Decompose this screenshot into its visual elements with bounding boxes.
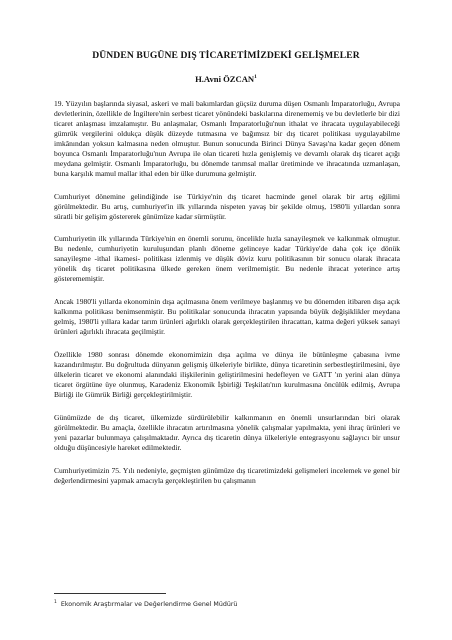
author-line: [40, 74, 412, 84]
footnote: [54, 601, 237, 609]
paragraph: Cumhuriyet dönemine gelindiğinde ise Türkiye'nin dış ticaret hacminde genel olarak bir artış eğilimi görülmektedir. Bu artış, cumhuriyet'in ilk yıllarında nispeten yavaş bir şekilde olmuş, 1980'li yıllardan sonra süratli bir gelişim göstererek günümüze kadar sürmüştür.: [54, 191, 400, 221]
paragraph: Günümüzde de dış ticaret, ülkemizde sürdürülebilir kalkınmanın en önemli unsurlarından biri olarak görülmektedir. Bu amaçla, özellikle ihracatın artırılmasına yönelik çalışmalar yapılmakta, yeni ihraç ürünleri ve yeni pazarlar bulunmaya çalışılmaktadır. Ayrıca dış ticaretin dünya ülkeleriyle entegrasyonu sağlayıcı bir unsur olduğu düşüncesiyle hareket edilmektedir.: [54, 412, 400, 452]
footnote-text: Ekonomik Araştırmalar ve Değerlendirme Genel Müdürü: [60, 601, 238, 608]
body-text: [54, 99, 400, 499]
author-name: H.Avni ÖZCAN: [195, 74, 255, 84]
paragraph: Ancak 1980'li yıllarda ekonominin dışa açılmasına önem verilmeye başlanmış ve bu dönemden itibaren dışa açık kalkınma politikası benimsenmiştir. Bu politikalar sonucunda ihracatın yapısında büyük değişiklikler meydana gelmiş, 1980'li yıllara kadar tarım ürünleri ağırlıklı olarak gerçekleştirilen ihracattan, katma değeri yüksek sanayi ürünleri ağırlıklı ihracata geçilmiştir.: [54, 297, 400, 337]
paragraph: 19. Yüzyılın başlarında siyasal, askeri ve mali bakımlardan güçsüz duruma düşen Osmanlı İmparatorluğu, Avrupa devletlerinin, özellikle de İngiltere'nin serbest ticaret yönündeki baskılarına direnememiş ve bu devletlerle bir dizi ticaret anlaşması imzalamıştır. Bu anlaşmalar, Osmanlı İmparatorluğu'nun ithalat ve ihracata uygulayabileceği gümrük vergilerini oldukça düşük düzeyde tutmasına ve bağımsız bir dış ticaret politikası uygulayabilme imkânından yoksun kalmasına neden olmuştur. Bunun sonucunda Birinci Dünya Savaşı'na kadar geçen dönem boyunca Osmanlı İmparatorluğu'nun Avrupa ile olan ticareti hızla genişlemiş ve devamlı olarak dış ticaret açığı meydana gelmiştir. Osmanlı İmparatorluğu, bu dönemde tarımsal mallar üretiminde ve ihracatında uzmanlaşan, buna karşılık mamul mallar ithal eden bir ülke durumuna gelmiştir.: [54, 99, 400, 178]
paragraph: Cumhuriyetimizin 75. Yılı nedeniyle, geçmişten günümüze dış ticaretimizdeki gelişmeleri incelemek ve genel bir değerlendirmesini yapmak amacıyla gerçekleştirilen bu çalışmanın: [54, 465, 400, 485]
paragraph: Cumhuriyetin ilk yıllarında Türkiye'nin en önemli sorunu, öncelikle hızla sanayileşmek ve kalkınmak olmuştur. Bu nedenle, cumhuriyetin kuruluşundan planlı döneme gelinceye kadar Türkiye'de daha çok içe dönük sanayileşme -ithal ikamesi- politikası izlenmiş ve düşük döviz kuru politikasının bir sonucu olarak ihracata yönelik dış ticaret politikasına ülkede gereken önem verilmemiştir. Bu nedenle ihracat yeterince artış gösterememiştir.: [54, 234, 400, 284]
footnote-mark: 1: [54, 599, 57, 605]
document-title: DÜNDEN BUGÜNE DIŞ TİCARETİMİZDEKİ GELİŞMELER: [92, 50, 360, 61]
author-footnote-mark: 1: [254, 74, 257, 81]
paragraph: Özellikle 1980 sonrası dönemde ekonomimizin dışa açılma ve dünya ile bütünleşme çabasına ivme kazandırılmıştır. Bu doğrultuda dünyanın gelişmiş ülkeleriyle birlikte, dünya ticaretinin serbestleştirilmesini, üye ülkelerin ticaret ve ekonomi alanındaki ilişkilerinin geliştirilmesini hedefleyen ve GATT 'ın yerini alan dünya ticaret örgütüne üye olunmuş, Karadeniz Ekonomik İşbirliği Teşkilatı'nın kurulmasına öncülük edilmiş, Avrupa Birliği ile Gümrük Birliği gerçekleştirilmiştir.: [54, 350, 400, 399]
footnote-divider: [54, 593, 166, 594]
